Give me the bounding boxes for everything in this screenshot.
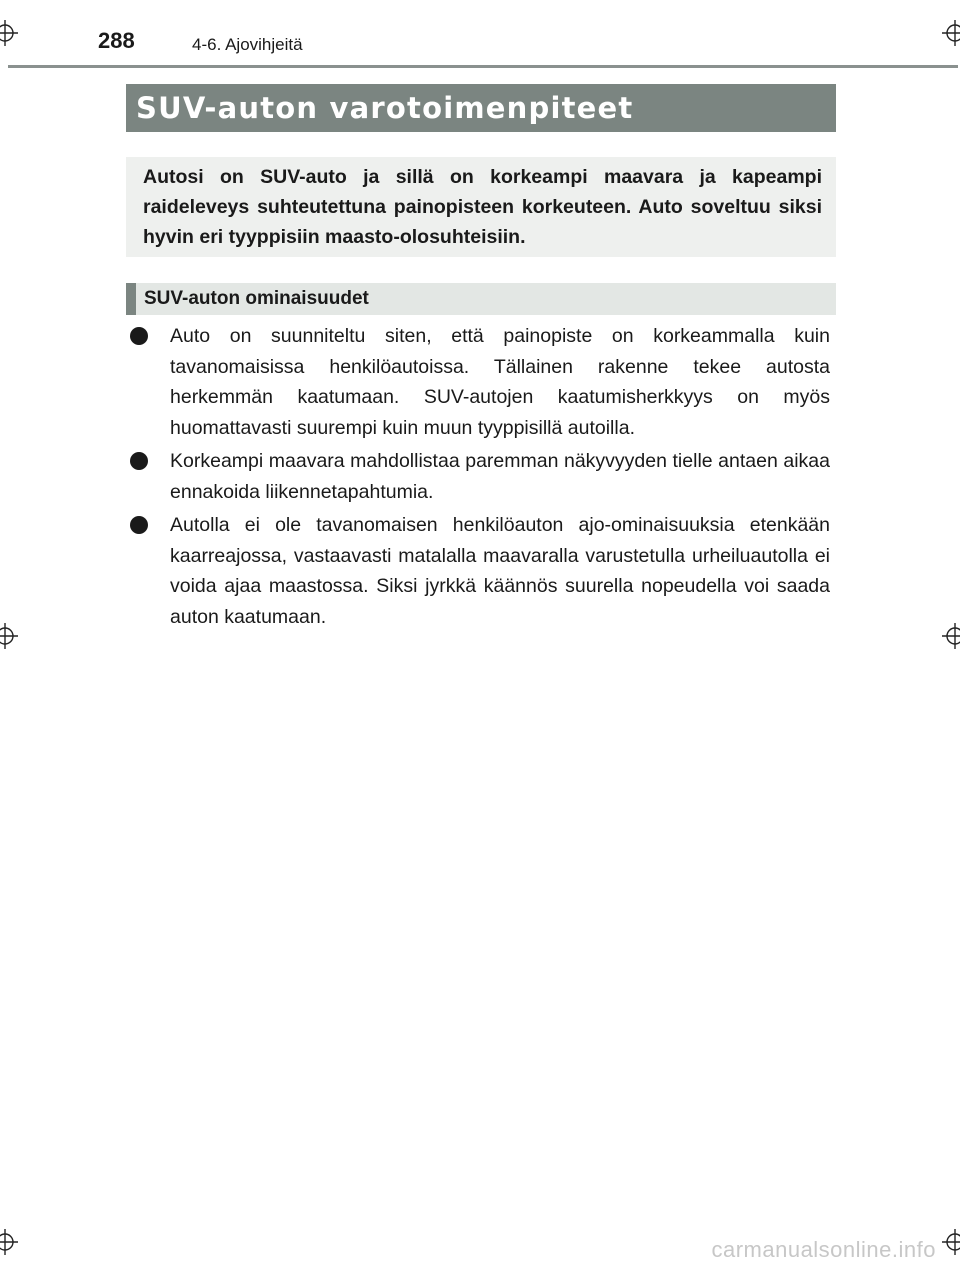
registration-mark-icon (942, 1229, 960, 1255)
bullet-icon (130, 327, 148, 345)
bullet-icon (130, 516, 148, 534)
registration-mark-icon (0, 20, 18, 46)
list-item-text: Auto on suunniteltu siten, että painopiste on korkeammalla kuin tavanomaisissa henkilöautoissa. Tällainen rakenne tekee autosta herkemmän kaatumaan. SUV-autojen kaatumisherkkyys on myös huomattavasti suurempi kuin muun tyyppisillä autoilla. (170, 325, 830, 439)
subsection-header (126, 283, 836, 315)
chapter-title: 4-6. Ajovihjeitä (192, 35, 303, 54)
registration-mark-icon (942, 20, 960, 46)
section-title-banner (126, 84, 836, 132)
registration-mark-icon (0, 1229, 18, 1255)
subsection-title: SUV-auton ominaisuudet (144, 288, 369, 309)
list-item (128, 510, 830, 632)
list-item (128, 321, 830, 443)
list-item-text: Autolla ei ole tavanomaisen henkilöauton ajo-ominaisuuksia etenkään kaarreajossa, vastaavasti matalalla maavaralla varustetulla urheiluautolla ei voida ajaa maastossa. Siksi jyrkkä käännös suurella nopeudella voi saada auton kaatumaan. (170, 514, 830, 628)
bullet-icon (130, 452, 148, 470)
intro-box (126, 157, 836, 257)
list-item (128, 446, 830, 507)
intro-text: Autosi on SUV-auto ja sillä on korkeampi maavara ja kapeampi raideleveys suhteutettuna painopisteen korkeuteen. Auto soveltuu siksi hyvin eri tyyppisiin maasto-olosuhteisiin. (143, 166, 822, 248)
watermark: carmanualsonline.info (711, 1237, 936, 1262)
registration-mark-icon (942, 623, 960, 649)
page-number: 288 (98, 28, 135, 53)
subsection-accent (126, 283, 136, 315)
list-item-text: Korkeampi maavara mahdollistaa paremman näkyvyyden tielle antaen aikaa ennakoida liikennetapahtumia. (170, 450, 830, 503)
bullet-list (128, 321, 830, 635)
registration-mark-icon (0, 623, 18, 649)
header-divider (8, 65, 958, 68)
section-title: SUV-auton varotoimenpiteet (136, 91, 634, 125)
